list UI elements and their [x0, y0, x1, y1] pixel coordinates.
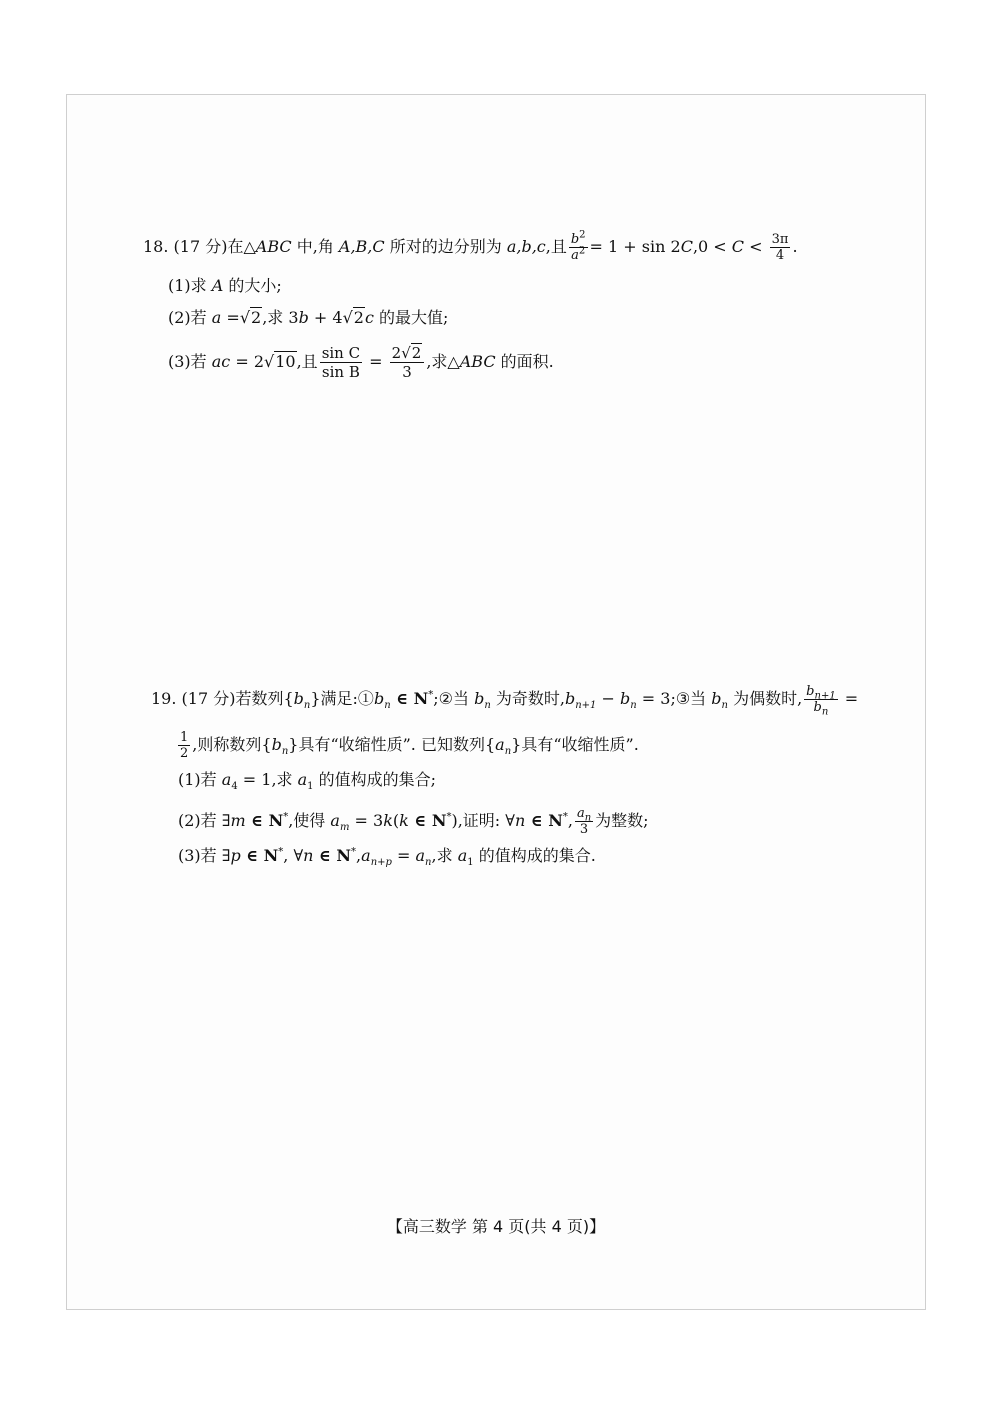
sinC-over-sinB-fraction: $\frac{\text{sin C}}{\text{sin B}}$	[321, 344, 361, 381]
an-over-three-fraction: $\frac{a_n}{3}$	[576, 806, 592, 837]
q19-part3: (3)若 ∃p ∈ N*, ∀n ∈ $N^*,a_{n+p} = a_n$,求 $a_1$ 的值构成的集合.	[178, 846, 596, 869]
q18-part2: (2)若 a =√2,求 3b + 4√2c 的最大值;	[168, 308, 449, 327]
q19-part2: (2)若 ∃m ∈ N*,使得 $a_m = 3k(k$ ∈ N*),证明: ∀n ∈ N*, $\frac{a_n}{3}$ 为整数;	[178, 806, 649, 837]
q18-stem: 18. (17 分)在△ABC 中,角 A,B,C 所对的边分别为 a,b,c,且 $\frac{b^2}{a^2}$ = 1 + sin 2C,0 < C < $\frac{3\pi}{4}$ .	[143, 229, 798, 263]
one-half-fraction: $\frac{1}{2}$	[180, 730, 189, 761]
bn1-over-bn-fraction: $\frac{b_{n+1}}{b_n}$	[806, 684, 836, 718]
three-pi-over-four-fraction: $\frac{3\pi}{4}$	[771, 232, 789, 263]
q19-stem: 19. (17 分)若数列$\{b_n\}$满足$:①b_n$ ∈ N*;②当 $b_n$ 为奇数时$,b_{n+1} - b_n$ = 3;③当 $b_n$ 为偶数时, $\frac{b_{n+1}}{b_n}$ =	[151, 684, 859, 718]
page-footer: 【高三数学 第 4 页(共 4 页)】	[386, 1217, 606, 1236]
q19-stem-line2: $\frac{1}{2}$ ,则称数列$\{b_n\}$具有“收缩性质”. 已知数列$\{a_n\}$具有“收缩性质”.	[180, 730, 639, 761]
q19-part1: (1)若 $a_4 = 1$,求 $a_1$ 的值构成的集合;	[178, 770, 437, 793]
two-root-two-over-three-fraction: $\frac{2√2}{3}$	[390, 344, 425, 381]
b2-over-a2-fraction: $\frac{b^2}{a^2}$	[570, 229, 586, 263]
q18-part1: (1)求 A 的大小;	[168, 276, 282, 295]
q18-part3: (3)若 ac = 2√10,且 $\frac{\text{sin C}}{\text{sin B}}$ = $\frac{2√2}{3}$ ,求△ABC 的面积.	[168, 344, 554, 381]
